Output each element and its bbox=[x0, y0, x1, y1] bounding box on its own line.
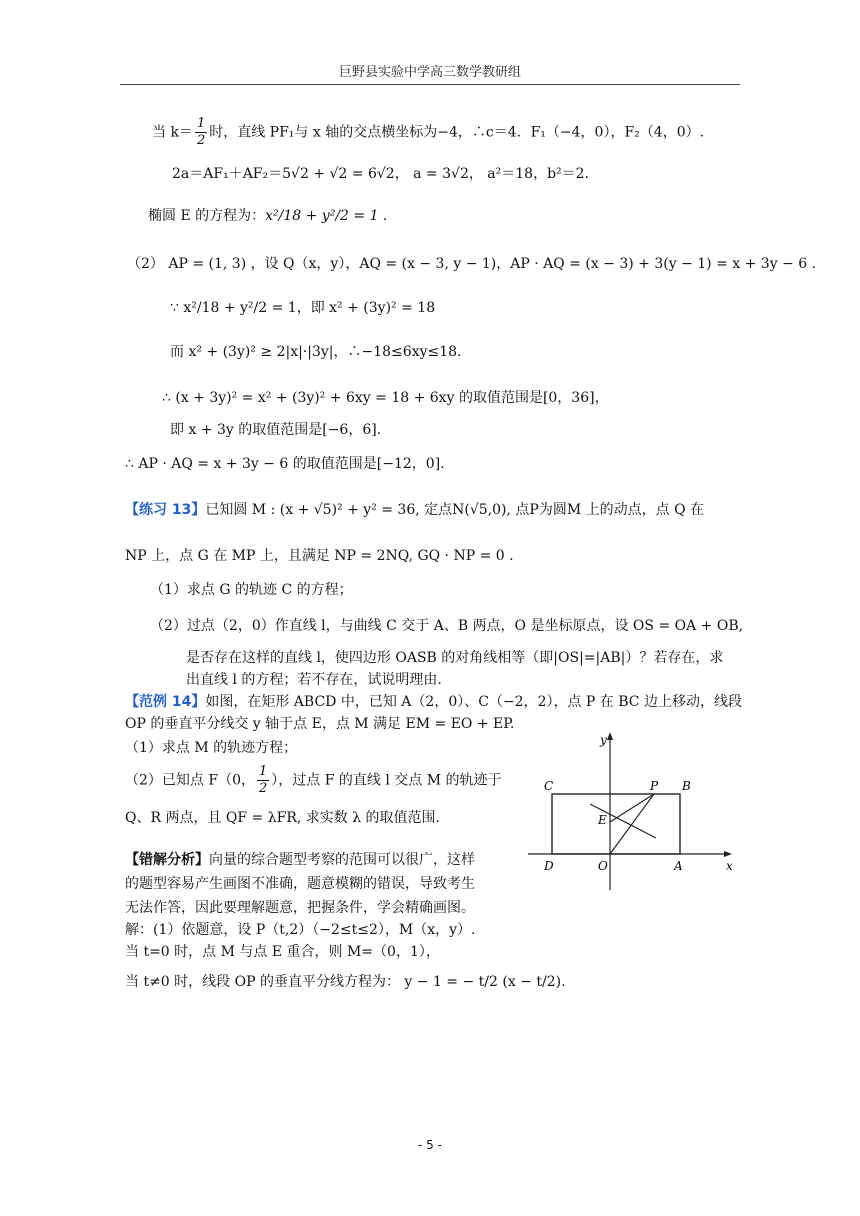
fraction-half: $\frac{1}{2}$ bbox=[196, 116, 206, 148]
solution-line-1: 解：(1）依题意，设 P（t,2）（−2≤t≤2），M（x，y）. bbox=[125, 922, 476, 938]
fraction-half-2: $\frac{1}{2}$ bbox=[258, 764, 268, 796]
text-line-5: ∵ x²/18 + y²/2 = 1，即 x² + (3y)² = 18 bbox=[170, 300, 436, 316]
label-e: E bbox=[598, 813, 607, 827]
label-x: x bbox=[726, 859, 733, 873]
text-line-3: 椭圆 E 的方程为：x²/18 + y²/2 = 1 . bbox=[148, 208, 388, 224]
example-14-q2: （2）已知点 F（0， $\frac{1}{2}$ ），过点 F 的直线 l 交点 M 的轨迹于 bbox=[125, 764, 502, 796]
segment-ep bbox=[610, 794, 654, 822]
exercise-13-line-1: 【练习 13】已知圆 M : (x + √5)² + y² = 36, 定点N(√5,0), 点P为圆M 上的动点，点 Q 在 bbox=[125, 502, 704, 518]
example-14-line-1: 【范例 14】如图，在矩形 ABCD 中，已知 A（2，0）、C（−2，2），点 P 在 BC 边上移动，线段 bbox=[125, 694, 742, 710]
example-14-tag: 【范例 14】 bbox=[125, 694, 206, 710]
error-analysis-tag: 【错解分析】 bbox=[125, 852, 209, 868]
exercise-13-q2-cont: 是否存在这样的直线 l，使四边形 OASB 的对角线相等（即|OS|=|AB|）？若存在，求 bbox=[186, 650, 724, 666]
text-line-2: 2a＝AF₁＋AF₂＝5√2 + √2 = 6√2， a = 3√2， a²＝18，b²＝2. bbox=[172, 166, 590, 182]
rectangle-figure bbox=[528, 732, 738, 892]
x-axis-arrow bbox=[724, 851, 732, 857]
exercise-13-q1: （1）求点 G 的轨迹 C 的方程； bbox=[150, 582, 353, 598]
label-b: B bbox=[682, 779, 691, 793]
segment-op bbox=[610, 794, 654, 854]
label-c: C bbox=[544, 779, 554, 793]
label-p: P bbox=[650, 779, 659, 793]
example-14-line-2: OP 的垂直平分线交 y 轴于点 E，点 M 满足 EM = EO + EP. bbox=[125, 716, 515, 732]
example-14-q1: （1）求点 M 的轨迹方程； bbox=[125, 740, 298, 756]
exercise-13-tag: 【练习 13】 bbox=[125, 502, 206, 518]
page-header: 巨野县实验中学高三数学教研组 bbox=[338, 65, 521, 80]
error-analysis-line-2: 的题型容易产生画图不准确，题意模糊的错误，导致考生 bbox=[125, 876, 475, 892]
y-axis-arrow bbox=[607, 732, 613, 740]
label-a: A bbox=[674, 859, 683, 873]
text-line-7: ∴ (x + 3y)² = x² + (3y)² + 6xy = 18 + 6xy 的取值范围是[0，36]， bbox=[162, 390, 609, 406]
error-analysis-line-1: 【错解分析】向量的综合题型考察的范围可以很广，这样 bbox=[125, 852, 475, 868]
label-o: O bbox=[598, 859, 608, 873]
text-line-1: 当 k＝ $\frac{1}{2}$ 时，直线 PF₁与 x 轴的交点横坐标为−4，∴c＝4．F₁（−4，0），F₂（4，0）. bbox=[152, 116, 705, 148]
exercise-13-q2-end: 出直线 l 的方程；若不存在，试说明理由. bbox=[186, 672, 442, 688]
error-analysis-line-3: 无法作答，因此要理解题意，把握条件，学会精确画图。 bbox=[125, 900, 475, 916]
text-line-8: 即 x + 3y 的取值范围是[−6，6]. bbox=[170, 422, 382, 438]
header-rule bbox=[120, 84, 740, 85]
page-number: - 5 - bbox=[418, 1138, 442, 1152]
text-line-6: 而 x² + (3y)² ≥ 2|x|·|3y|，∴−18≤6xy≤18. bbox=[170, 344, 462, 360]
solution-line-2: 当 t=0 时，点 M 与点 E 重合，则 M=（0，1）， bbox=[125, 944, 440, 960]
text-line-9: ∴ AP · AQ = x + 3y − 6 的取值范围是[−12，0]. bbox=[125, 456, 445, 472]
exercise-13-line-2: NP 上，点 G 在 MP 上，且满足 NP = 2NQ, GQ · NP = 0 . bbox=[125, 548, 514, 564]
exercise-13-q2: （2）过点（2，0）作直线 l，与曲线 C 交于 A、B 两点，O 是坐标原点，设 OS = OA + OB, bbox=[150, 618, 744, 634]
label-y: y bbox=[600, 733, 607, 747]
text-line-4: （2） AP = (1, 3) ，设 Q（x，y），AQ = (x − 3, y − 1)，AP · AQ = (x − 3) + 3(y − 1) = x + 3y − 6 . bbox=[127, 256, 817, 272]
label-d: D bbox=[544, 859, 554, 873]
example-14-q2-cont: Q、R 两点，且 QF = λFR, 求实数 λ 的取值范围. bbox=[125, 810, 440, 826]
solution-line-3: 当 t≠0 时，线段 OP 的垂直平分线方程为： y − 1 = − t/2 (x − t/2). bbox=[125, 974, 566, 990]
